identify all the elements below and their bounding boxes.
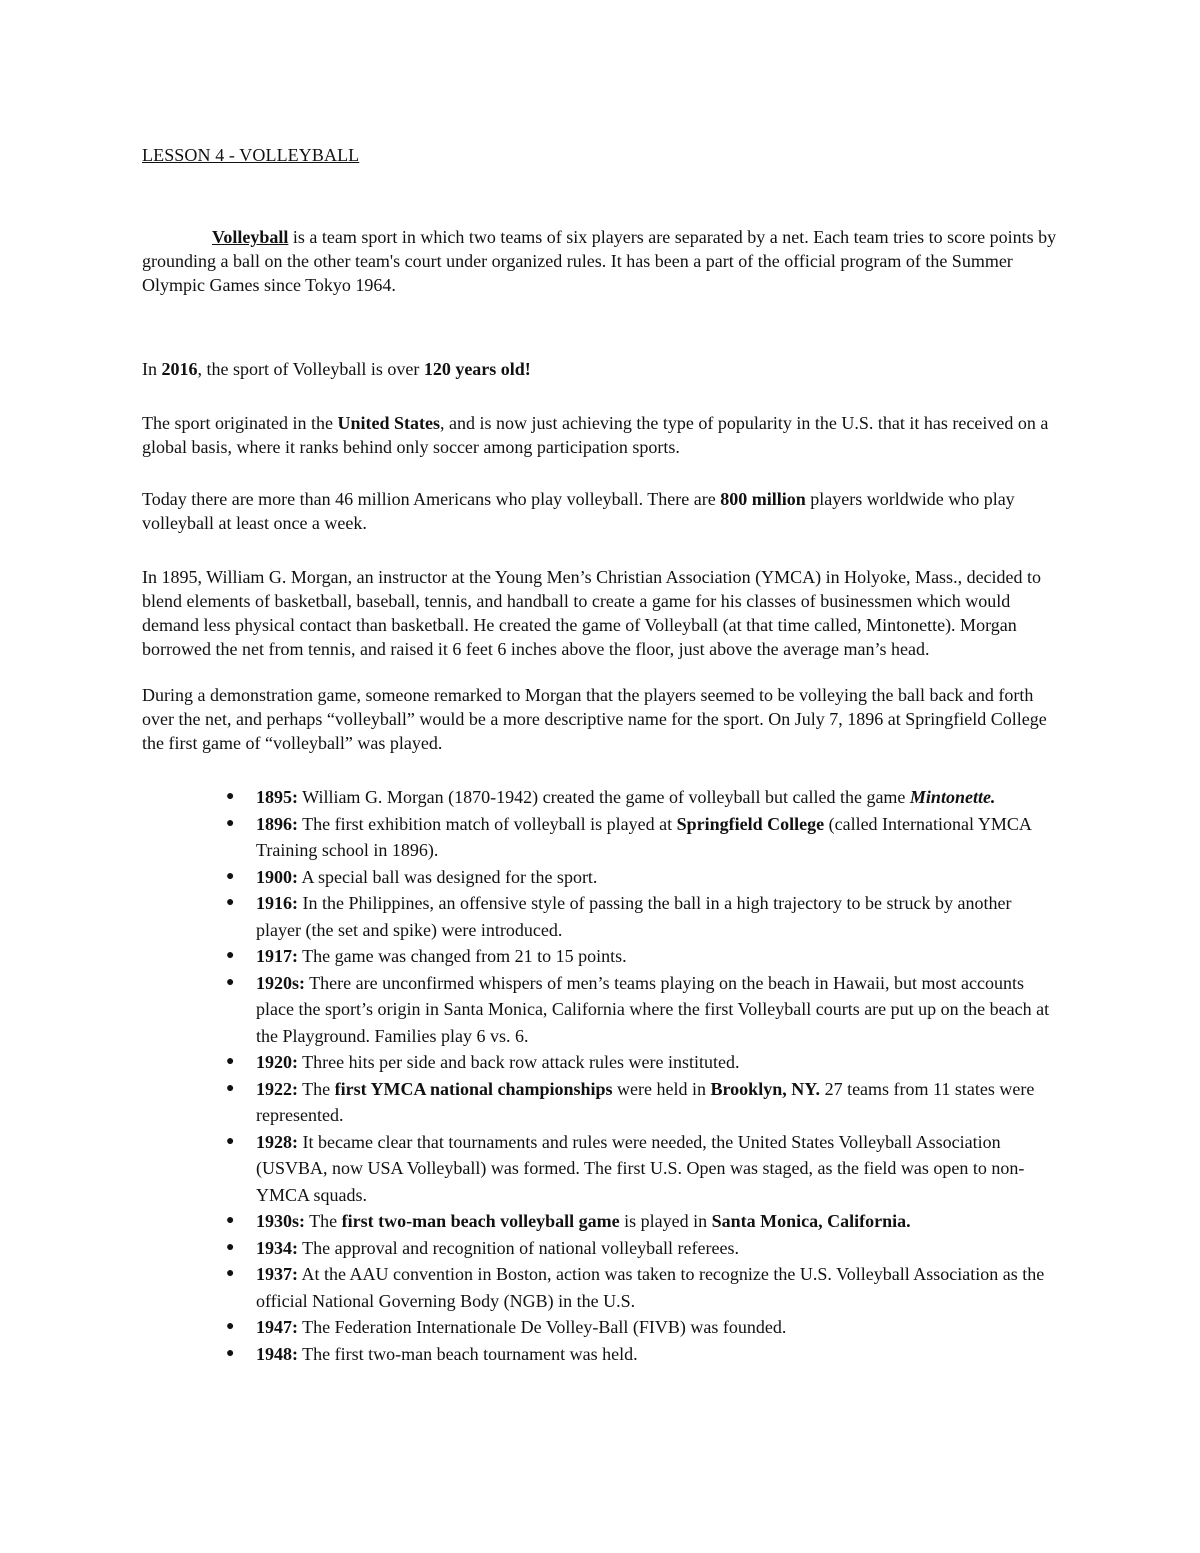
timeline-year: 1900: — [256, 866, 298, 887]
timeline-year: 1934: — [256, 1237, 298, 1258]
timeline-text: The — [298, 1078, 335, 1099]
bullet-icon: ● — [226, 1345, 235, 1361]
timeline-year: 1937: — [256, 1264, 298, 1284]
origin-text-1: The sport originated in the — [142, 413, 338, 433]
timeline-text: The first two-man beach tournament was held. — [298, 1343, 638, 1364]
bullet-icon: ● — [226, 1266, 235, 1281]
page-title: LESSON 4 - VOLLEYBALL — [142, 145, 360, 165]
players-count: 800 million — [720, 489, 806, 509]
timeline-list — [142, 784, 1062, 1367]
timeline-item — [142, 864, 1056, 891]
timeline-text: (called International YMCA Training school in 1896). — [256, 813, 1031, 860]
timeline-bold-text: Santa Monica, California. — [711, 1211, 911, 1231]
bullet-icon: ● — [226, 974, 235, 990]
age-text-2: , the sport of Volleyball is over — [197, 359, 424, 379]
timeline-text: There are unconfirmed whispers of men’s teams playing on the beach in Hawaii, but most accounts place the sport’s origin in Santa Monica, California where the first Volleyball courts are put up on the beach at the Playground. Families play 6 vs. 6. — [256, 972, 1050, 1046]
timeline-item — [142, 890, 1056, 943]
timeline-item — [142, 1076, 1056, 1129]
timeline-bold-text: Springfield College — [676, 813, 825, 834]
bullet-icon: ● — [226, 1054, 235, 1069]
timeline-text: The first exhibition match of volleyball is played at — [298, 813, 677, 834]
bullet-icon: ● — [226, 1319, 235, 1334]
timeline-text: A special ball was designed for the sport. — [298, 866, 598, 887]
timeline-text: The Federation Internationale De Volley-Ball (FIVB) was founded. — [298, 1317, 787, 1337]
timeline-item — [142, 1341, 1056, 1368]
timeline-text: It became clear that tournaments and rules were needed, the United States Volleyball Association (USVBA, now USA Volleyball) was formed. The first U.S. Open was staged, as the field was open to non-YMCA squads. — [256, 1131, 1025, 1205]
timeline-item — [142, 1129, 1056, 1209]
timeline-item — [142, 943, 1056, 970]
timeline-item — [142, 1261, 1056, 1314]
history-paragraph-2: During a demonstration game, someone remarked to Morgan that the players seemed to be volleying the ball back and forth over the net, and perhaps “volleyball” would be a more descriptive name for the sport. On July 7, 1896 at Springfield College the first game of “volleyball” was played. — [142, 685, 1047, 753]
origin-text-2: , and is now just achieving the type of popularity in the U.S. that it has received on a global basis, where it ranks behind only soccer among participation sports. — [142, 413, 1049, 457]
timeline-year: 1916: — [256, 893, 298, 913]
timeline-text: William G. Morgan (1870-1942) created the game of volleyball but called the game — [298, 787, 910, 807]
timeline-item — [142, 1208, 1056, 1235]
timeline-text: At the AAU convention in Boston, action was taken to recognize the U.S. Volleyball Association as the official National Governing Body (NGB) in the U.S. — [256, 1264, 1045, 1311]
timeline-text: is played in — [619, 1211, 712, 1231]
timeline-item — [142, 811, 1056, 864]
bullet-icon: ● — [226, 1213, 235, 1228]
bullet-icon: ● — [226, 1133, 235, 1149]
timeline-text: 27 teams from 11 states were represented. — [256, 1078, 1035, 1125]
bullet-icon: ● — [226, 895, 235, 910]
timeline-text: Three hits per side and back row attack rules were instituted. — [298, 1052, 740, 1072]
origin-paragraph — [142, 411, 1062, 459]
origin-country: United States — [337, 413, 440, 433]
timeline-year: 1895: — [256, 787, 298, 807]
timeline-text: In the Philippines, an offensive style of passing the ball in a high trajectory to be struck by another player (the set and spike) were introduced. — [256, 893, 1012, 940]
age-text-1: In — [142, 359, 162, 379]
bullet-icon: ● — [226, 1239, 235, 1255]
timeline-item — [142, 1235, 1056, 1262]
history-paragraph-1: In 1895, William G. Morgan, an instructor at the Young Men’s Christian Association (YMCA) in Holyoke, Mass., decided to blend elements of basketball, baseball, tennis, and handball to create a game for his classes of businessmen which would demand less physical contact than basketball. He created the game of Volleyball (at that time called, Mintonette). Morgan borrowed the net from tennis, and raised it 6 feet 6 inches above the floor, just above the average man’s head. — [142, 567, 1042, 659]
timeline-year: 1917: — [256, 946, 298, 966]
timeline-bold-italic-text: Mintonette. — [909, 787, 996, 807]
timeline-item — [142, 970, 1056, 1050]
bullet-icon: ● — [226, 815, 235, 831]
timeline-text: The game was changed from 21 to 15 points. — [298, 946, 627, 966]
timeline-year: 1920s: — [256, 972, 305, 993]
bullet-icon: ● — [226, 948, 235, 963]
bullet-icon: ● — [226, 789, 235, 804]
timeline-bold-text: first two-man beach volleyball game — [341, 1211, 620, 1231]
volleyball-term: Volleyball — [212, 227, 289, 247]
timeline-text: The approval and recognition of national volleyball referees. — [298, 1237, 739, 1258]
players-paragraph — [142, 487, 1062, 535]
age-year: 2016 — [161, 359, 198, 379]
players-text-1: Today there are more than 46 million Americans who play volleyball. There are — [142, 489, 721, 509]
intro-text: is a team sport in which two teams of six players are separated by a net. Each team tries to score points by grounding a ball on the other team's court under organized rules. It has been a part of the official program of the Summer Olympic Games since Tokyo 1964. — [142, 227, 1057, 295]
timeline-year: 1947: — [256, 1317, 298, 1337]
age-years-old: 120 years old! — [423, 359, 531, 379]
bullet-icon: ● — [226, 868, 235, 884]
players-text-2: players worldwide who play volleyball at least once a week. — [142, 489, 1015, 533]
timeline-item — [142, 1049, 1056, 1076]
timeline-year: 1948: — [256, 1343, 298, 1364]
timeline-bold-text: Brooklyn, NY. — [710, 1078, 821, 1099]
intro-paragraph — [142, 225, 1062, 297]
age-paragraph — [142, 357, 1062, 381]
timeline-year: 1896: — [256, 813, 298, 834]
timeline-item — [142, 1314, 1056, 1341]
timeline-year: 1930s: — [256, 1211, 305, 1231]
timeline-text: The — [305, 1211, 342, 1231]
timeline-year: 1922: — [256, 1078, 298, 1099]
timeline-bold-text: first YMCA national championships — [334, 1078, 613, 1099]
bullet-icon: ● — [226, 1080, 235, 1096]
timeline-year: 1928: — [256, 1131, 298, 1152]
timeline-text: were held in — [612, 1078, 711, 1099]
timeline-item — [142, 784, 1056, 811]
timeline-year: 1920: — [256, 1052, 298, 1072]
